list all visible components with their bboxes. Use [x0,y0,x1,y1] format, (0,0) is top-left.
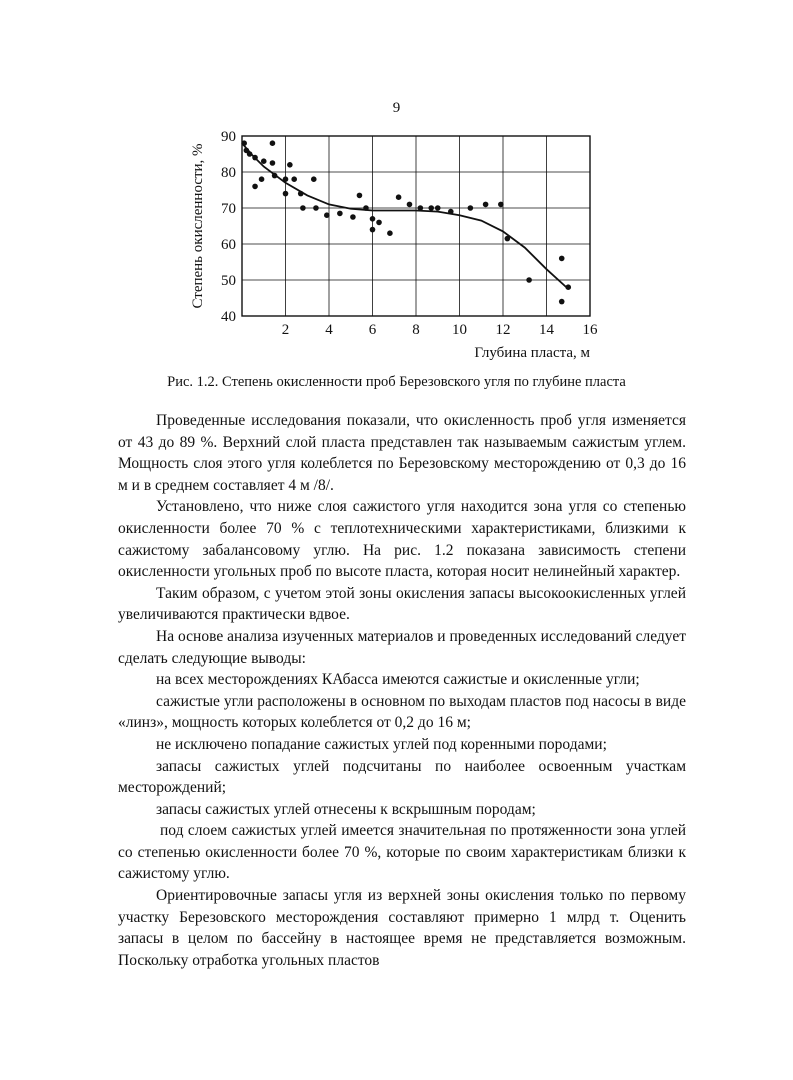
data-point [291,176,297,182]
paragraph: не исключено попадание сажистых углей под коренными породами; [156,735,607,753]
data-point [370,216,376,222]
data-point [261,158,267,164]
data-point [448,209,454,215]
data-point [350,214,356,220]
paragraph: Таким образом, с учетом этой зоны окисления запасы высокоокисленных углей увеличиваются практически вдвое. [118,584,686,624]
data-point [396,194,402,200]
data-point [505,236,511,242]
data-point [565,284,571,290]
page-number: 9 [392,100,401,116]
data-point [300,205,306,211]
data-point [370,227,376,233]
y-axis-label: Степень окисленности, % [190,143,206,309]
paragraph: на всех месторождениях КАбасса имеются сажистые и окисленные угли; [156,671,640,689]
body-text [118,410,686,971]
x-tick-label: 10 [452,322,467,338]
data-point [483,202,489,208]
data-point [468,205,474,211]
paragraph: под слоем сажистых углей имеется значительная по протяженности зона углей со степенью окисленности более 70 %, которые по своим характеристикам близки к сажистому углю. [118,822,686,883]
data-point [270,160,276,166]
paragraph: Ориентировочные запасы угля из верхней зоны окисления только по первому участку Березовского месторождения составляют примерно 1 млрд т. Оценить запасы в целом по бассейну в настоящее время не представляется возможным. Поскольку отработка угольных пластов [118,887,686,969]
data-point [498,202,504,208]
paragraph: На основе анализа изученных материалов и проведенных исследований следует сделать следующие выводы: [118,627,686,667]
data-point [298,191,304,197]
data-point [559,256,565,262]
data-point [252,155,258,161]
data-point [324,212,330,218]
data-point [283,191,289,197]
data-point [313,205,319,211]
data-point [247,151,253,157]
oxidation-depth-chart [180,122,610,367]
data-point [526,277,532,283]
y-tick-label: 60 [221,237,236,253]
y-tick-label: 80 [221,165,236,181]
data-point [418,205,424,211]
y-tick-label: 40 [221,309,236,325]
data-point [363,205,369,211]
y-tick-labels [221,129,236,325]
data-point [559,299,565,305]
x-tick-label: 12 [495,322,511,338]
x-tick-label: 16 [582,322,598,338]
y-tick-label: 70 [221,201,236,217]
data-point [311,176,317,182]
x-tick-label: 4 [325,322,333,338]
data-point [241,140,247,146]
x-tick-label: 14 [539,322,554,338]
data-point [387,230,393,236]
data-point [270,140,276,146]
chart-grid [242,136,590,316]
x-tick-labels [282,322,598,338]
paragraph: запасы сажистых углей отнесены к вскрышным породам; [156,800,536,818]
data-point [337,211,343,217]
data-point [272,173,278,179]
paragraph: Проведенные исследования показали, что окисленность проб угля изменяется от 43 до 89 %. Верхний слой пласта представлен так называемым сажистым углем. Мощность слоя этого угля колеблется по Березовскому месторождению от 0,3 до 16 м и в среднем составляет 4 м /8/. [118,412,686,494]
data-point [357,193,363,199]
paragraph: Установлено, что ниже слоя сажистого угля находится зона угля со степенью окисленности более 70 % с теплотехническими характеристиками, близкими к сажистому забалансовому углю. На рис. 1.2 показана зависимость степени окисленности угольных проб по высоте пласта, которая носит нелинейный характер. [118,498,686,581]
data-point [428,205,434,211]
data-point [259,176,265,182]
x-tick-label: 2 [281,322,290,338]
data-point [252,184,258,190]
data-point [407,202,413,208]
x-tick-label: 8 [412,322,420,338]
y-tick-label: 90 [221,129,236,145]
y-tick-label: 50 [221,273,236,289]
data-point [287,162,293,168]
paragraph: сажистые угли расположены в основном по выходам пластов под насосы в виде «линз», мощность которых колеблется от 0,2 до 16 м; [118,692,686,732]
data-point [376,220,382,226]
paragraph: запасы сажистых углей подсчитаны по наиболее освоенным участкам месторождений; [118,757,686,797]
data-point [435,205,441,211]
x-tick-label: 6 [368,322,377,338]
data-point [283,176,289,182]
x-axis-label: Глубина пласта, м [474,345,590,361]
figure-caption: Рис. 1.2. Степень окисленности проб Березовского угля по глубине пласта [167,374,626,390]
